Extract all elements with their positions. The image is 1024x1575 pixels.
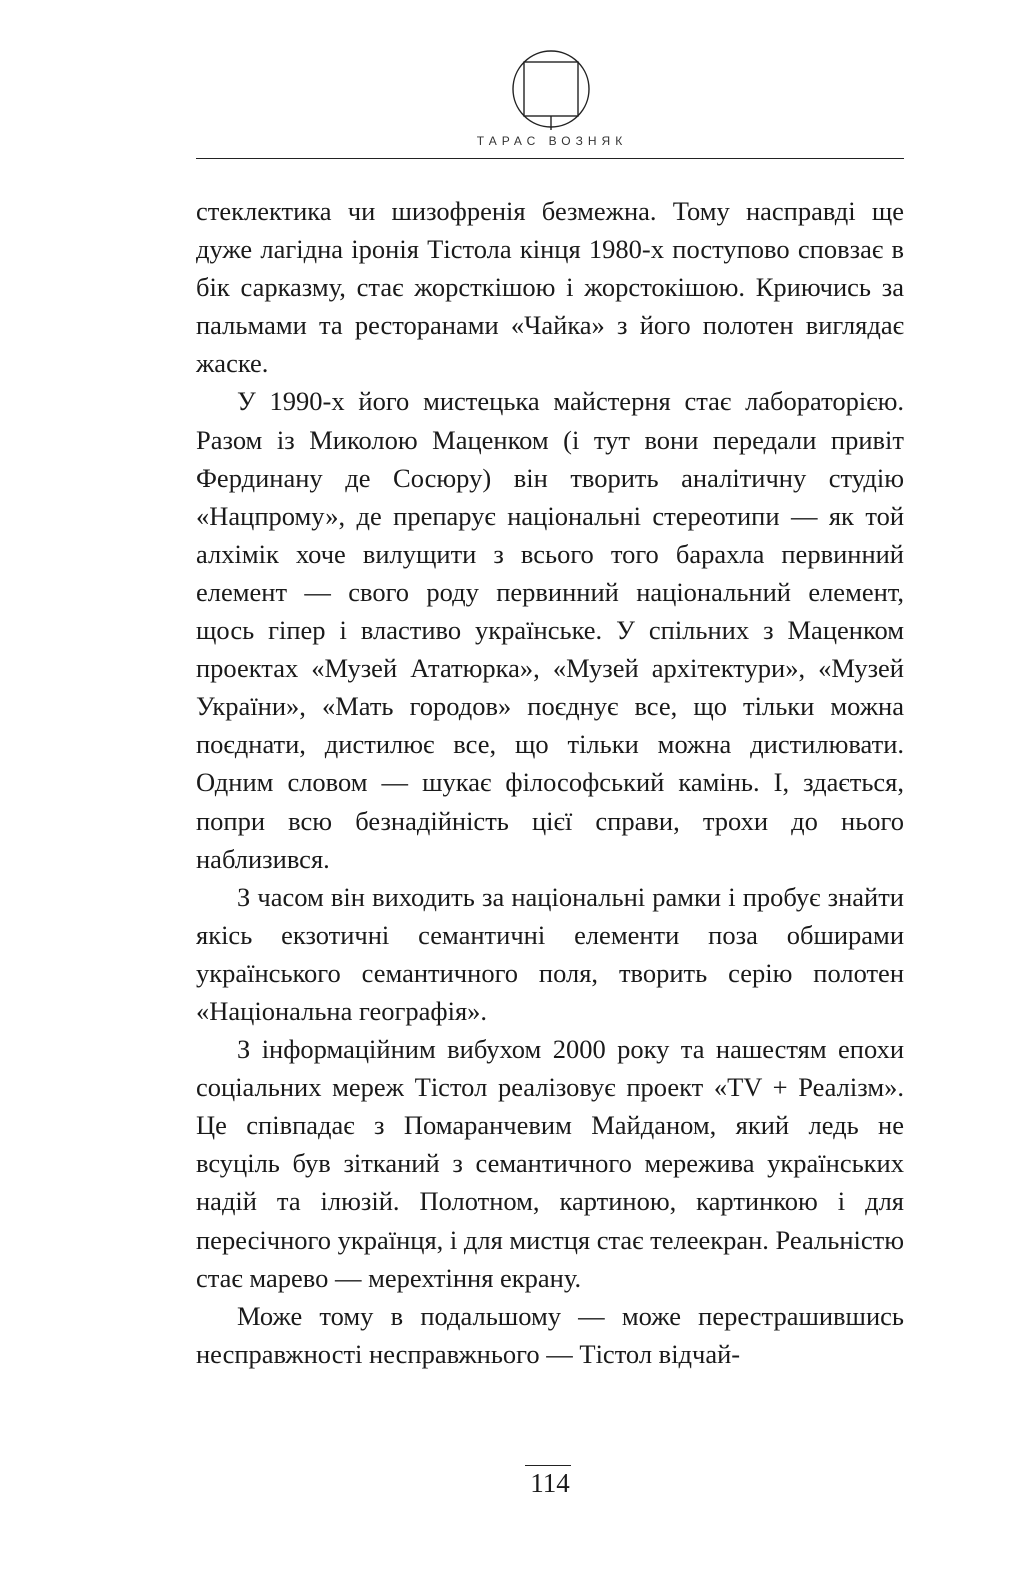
body-text (196, 192, 904, 1373)
header-divider (196, 158, 904, 159)
paragraph: Може тому в подальшому — може перестрашившись несправжності несправжнього — Тістол відчай- (196, 1300, 904, 1369)
paragraph: З інформаційним вибухом 2000 року та нашестям епохи соціальних мереж Тістол реалізовує проект «TV + Реалізм». Це співпадає з Помаранчевим Майданом, який ледь не всуціль був зітканий з семантичного мережива українських надій та ілюзій. Полотном, картиною, картинкою і для пересічного українця, і для мистця стає телеекран. Реальністю стає марево — мерехтіння екрану. (196, 1034, 904, 1293)
page-number: 114 (530, 1468, 570, 1498)
running-header-author: ТАРАС ВОЗНЯК (476, 134, 628, 148)
circle-square-emblem-icon (510, 48, 592, 130)
paragraph: З часом він виходить за національні рамки і пробує знайти якісь екзотичні семантичні елементи поза обширами українського семантичного поля, творить серію полотен «Національна географія». (196, 881, 904, 1026)
paragraph: У 1990-х його мистецька майстерня стає лабораторією. Разом із Миколою Маценком (і тут вони передали привіт Фердинану де Сосюру) він творить аналітичну студію «Нацпрому», де препарує національні стереотипи — як той алхімік хоче вилущити з всього того бараxла первинний елемент — свого роду первинний національний елемент, щось гіпер і властиво українське. У спільних з Маценком проектах «Музей Ататюрка», «Музей архітектури», «Музей України», «Мать городов» поєднує все, що тільки можна поєднати, дистилює все, що тільки можна дистилювати. Одним словом — шукає філософський камінь. І, здається, попри всю безнадійність цієї справи, трохи до нього наблизився. (196, 386, 904, 874)
paragraph: стеклектика чи шизофренія безмежна. Тому насправді ще дуже лагідна іронія Тістола кінця 1980-х поступово сповзає в бік сарказму, стає жорсткішою і жорстокішою. Криючись за пальмами та ресторанами «Чайка» з його полотен виглядає жаске. (196, 196, 904, 379)
